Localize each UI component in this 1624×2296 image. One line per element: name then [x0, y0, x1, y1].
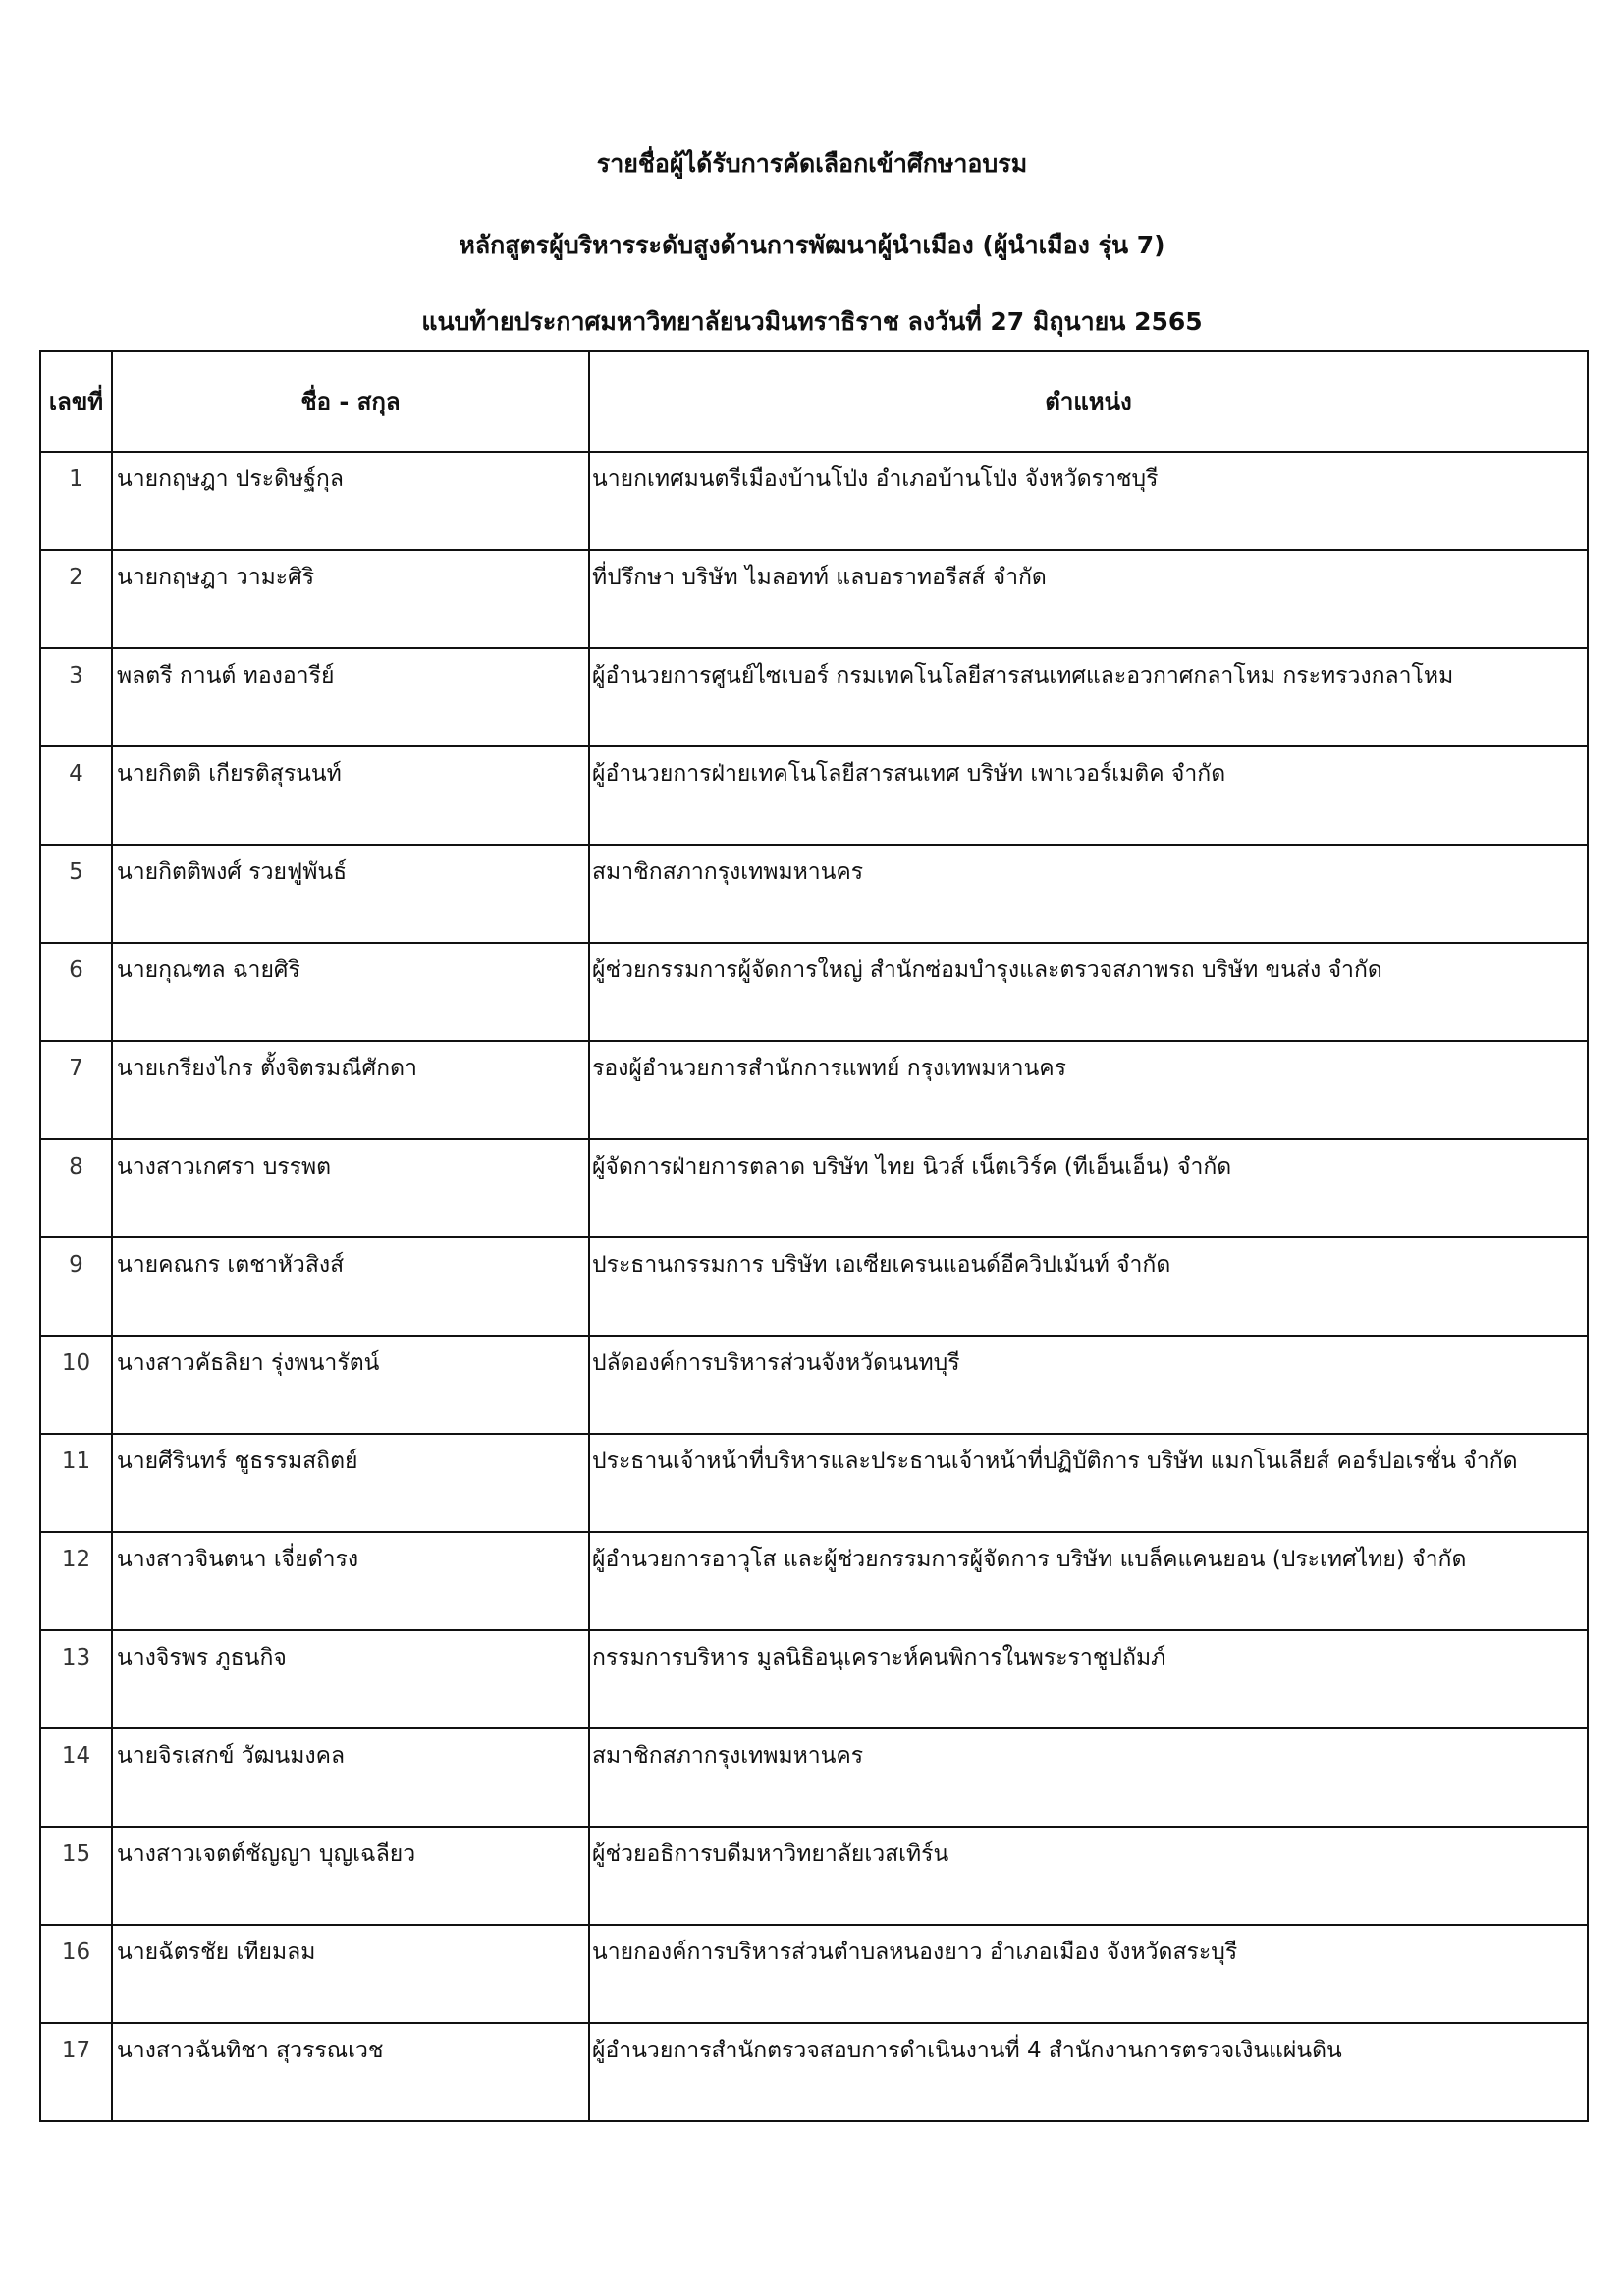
row-position: ผู้อำนวยการศูนย์ไซเบอร์ กรมเทคโนโลยีสารสนเทศและอวกาศกลาโหม กระทรวงกลาโหม — [589, 648, 1588, 746]
row-number: 6 — [40, 943, 112, 1041]
row-number: 8 — [40, 1139, 112, 1237]
table-row — [40, 1434, 1588, 1532]
table-row — [40, 1041, 1588, 1139]
row-position: ผู้อำนวยการสำนักตรวจสอบการดำเนินงานที่ 4 สำนักงานการตรวจเงินแผ่นดิน — [589, 2023, 1588, 2121]
course-name: หลักสูตรผู้บริหารระดับสูงด้านการพัฒนาผู้นำเมือง (ผู้นำเมือง รุ่น 7) — [459, 231, 1165, 259]
row-name: นางสาวจินตนา เจี่ยดำรง — [112, 1532, 589, 1630]
row-position: สมาชิกสภากรุงเทพมหานคร — [589, 1728, 1588, 1827]
table-row — [40, 452, 1588, 550]
row-name: นายคณกร เตชาหัวสิงส์ — [112, 1237, 589, 1336]
selected-participants-table — [39, 350, 1589, 2122]
row-number: 13 — [40, 1630, 112, 1728]
row-number: 4 — [40, 746, 112, 845]
row-name: นางสาวเกศรา บรรพต — [112, 1139, 589, 1237]
row-number: 17 — [40, 2023, 112, 2121]
row-name: พลตรี กานต์ ทองอารีย์ — [112, 648, 589, 746]
row-name: นายเกรียงไกร ตั้งจิตรมณีศักดา — [112, 1041, 589, 1139]
row-name: นางจิรพร ภูธนกิจ — [112, 1630, 589, 1728]
row-position: รองผู้อำนวยการสำนักการแพทย์ กรุงเทพมหานคร — [589, 1041, 1588, 1139]
table-row — [40, 845, 1588, 943]
row-number: 15 — [40, 1827, 112, 1925]
row-number: 14 — [40, 1728, 112, 1827]
row-number: 12 — [40, 1532, 112, 1630]
table-row — [40, 2023, 1588, 2121]
row-number: 3 — [40, 648, 112, 746]
row-position: ประธานเจ้าหน้าที่บริหารและประธานเจ้าหน้าที่ปฏิบัติการ บริษัท แมกโนเลียส์ คอร์ปอเรชั่น จำกัด — [589, 1434, 1588, 1532]
row-position: ผู้อำนวยการอาวุโส และผู้ช่วยกรรมการผู้จัดการ บริษัท แบล็คแคนยอน (ประเทศไทย) จำกัด — [589, 1532, 1588, 1630]
row-position: นายกองค์การบริหารส่วนตำบลหนองยาว อำเภอเมือง จังหวัดสระบุรี — [589, 1925, 1588, 2023]
row-name: นางสาวฉันทิชา สุวรรณเวช — [112, 2023, 589, 2121]
row-number: 11 — [40, 1434, 112, 1532]
table-row — [40, 746, 1588, 845]
row-name: นายกิตติพงศ์ รวยฟูพันธ์ — [112, 845, 589, 943]
table-row — [40, 1925, 1588, 2023]
row-name: นางสาวเจตต์ชัญญา บุญเฉลียว — [112, 1827, 589, 1925]
table-row — [40, 648, 1588, 746]
document-title: รายชื่อผู้ได้รับการคัดเลือกเข้าศึกษาอบรม — [596, 149, 1028, 178]
row-position: ผู้อำนวยการฝ่ายเทคโนโลยีสารสนเทศ บริษัท เพาเวอร์เมติค จำกัด — [589, 746, 1588, 845]
row-name: นายกุณฑล ฉายศิริ — [112, 943, 589, 1041]
table-row — [40, 1630, 1588, 1728]
row-position: สมาชิกสภากรุงเทพมหานคร — [589, 845, 1588, 943]
row-name: นายจิรเสกข์ วัฒนมงคล — [112, 1728, 589, 1827]
column-header-position: ตำแหน่ง — [589, 351, 1588, 452]
row-name: นายกิตติ เกียรติสุรนนท์ — [112, 746, 589, 845]
row-number: 7 — [40, 1041, 112, 1139]
row-position: ปลัดองค์การบริหารส่วนจังหวัดนนทบุรี — [589, 1336, 1588, 1434]
table-row — [40, 1827, 1588, 1925]
row-name: นายศีรินทร์ ชูธรรมสถิตย์ — [112, 1434, 589, 1532]
row-number: 5 — [40, 845, 112, 943]
row-position: นายกเทศมนตรีเมืองบ้านโป่ง อำเภอบ้านโป่ง จังหวัดราชบุรี — [589, 452, 1588, 550]
table-body — [40, 452, 1588, 2121]
column-header-name: ชื่อ - สกุล — [112, 351, 589, 452]
row-number: 1 — [40, 452, 112, 550]
row-number: 2 — [40, 550, 112, 648]
table-row — [40, 550, 1588, 648]
table-row — [40, 943, 1588, 1041]
row-name: นายกฤษฎา วามะศิริ — [112, 550, 589, 648]
table-row — [40, 1532, 1588, 1630]
table-header-row — [40, 351, 1588, 452]
row-position: ประธานกรรมการ บริษัท เอเซียเครนแอนด์อีควิปเม้นท์ จำกัด — [589, 1237, 1588, 1336]
row-position: ผู้ช่วยกรรมการผู้จัดการใหญ่ สำนักซ่อมบำรุงและตรวจสภาพรถ บริษัท ขนส่ง จำกัด — [589, 943, 1588, 1041]
row-number: 9 — [40, 1237, 112, 1336]
row-name: นายกฤษฎา ประดิษฐ์กุล — [112, 452, 589, 550]
row-position: ที่ปรึกษา บริษัท ไมลอทท์ แลบอราทอรีสส์ จำกัด — [589, 550, 1588, 648]
table-row — [40, 1728, 1588, 1827]
row-name: นายฉัตรชัย เทียมลม — [112, 1925, 589, 2023]
row-number: 10 — [40, 1336, 112, 1434]
row-number: 16 — [40, 1925, 112, 2023]
table-row — [40, 1237, 1588, 1336]
table-row — [40, 1336, 1588, 1434]
table-row — [40, 1139, 1588, 1237]
announcement-line: แนบท้ายประกาศมหาวิทยาลัยนวมินทราธิราช ลงวันที่ 27 มิถุนายน 2565 — [421, 307, 1203, 336]
row-position: ผู้ช่วยอธิการบดีมหาวิทยาลัยเวสเทิร์น — [589, 1827, 1588, 1925]
column-header-number: เลขที่ — [40, 351, 112, 452]
row-name: นางสาวคัธลิยา รุ่งพนารัตน์ — [112, 1336, 589, 1434]
row-position: ผู้จัดการฝ่ายการตลาด บริษัท ไทย นิวส์ เน็ตเวิร์ค (ทีเอ็นเอ็น) จำกัด — [589, 1139, 1588, 1237]
row-position: กรรมการบริหาร มูลนิธิอนุเคราะห์คนพิการในพระราชูปถัมภ์ — [589, 1630, 1588, 1728]
